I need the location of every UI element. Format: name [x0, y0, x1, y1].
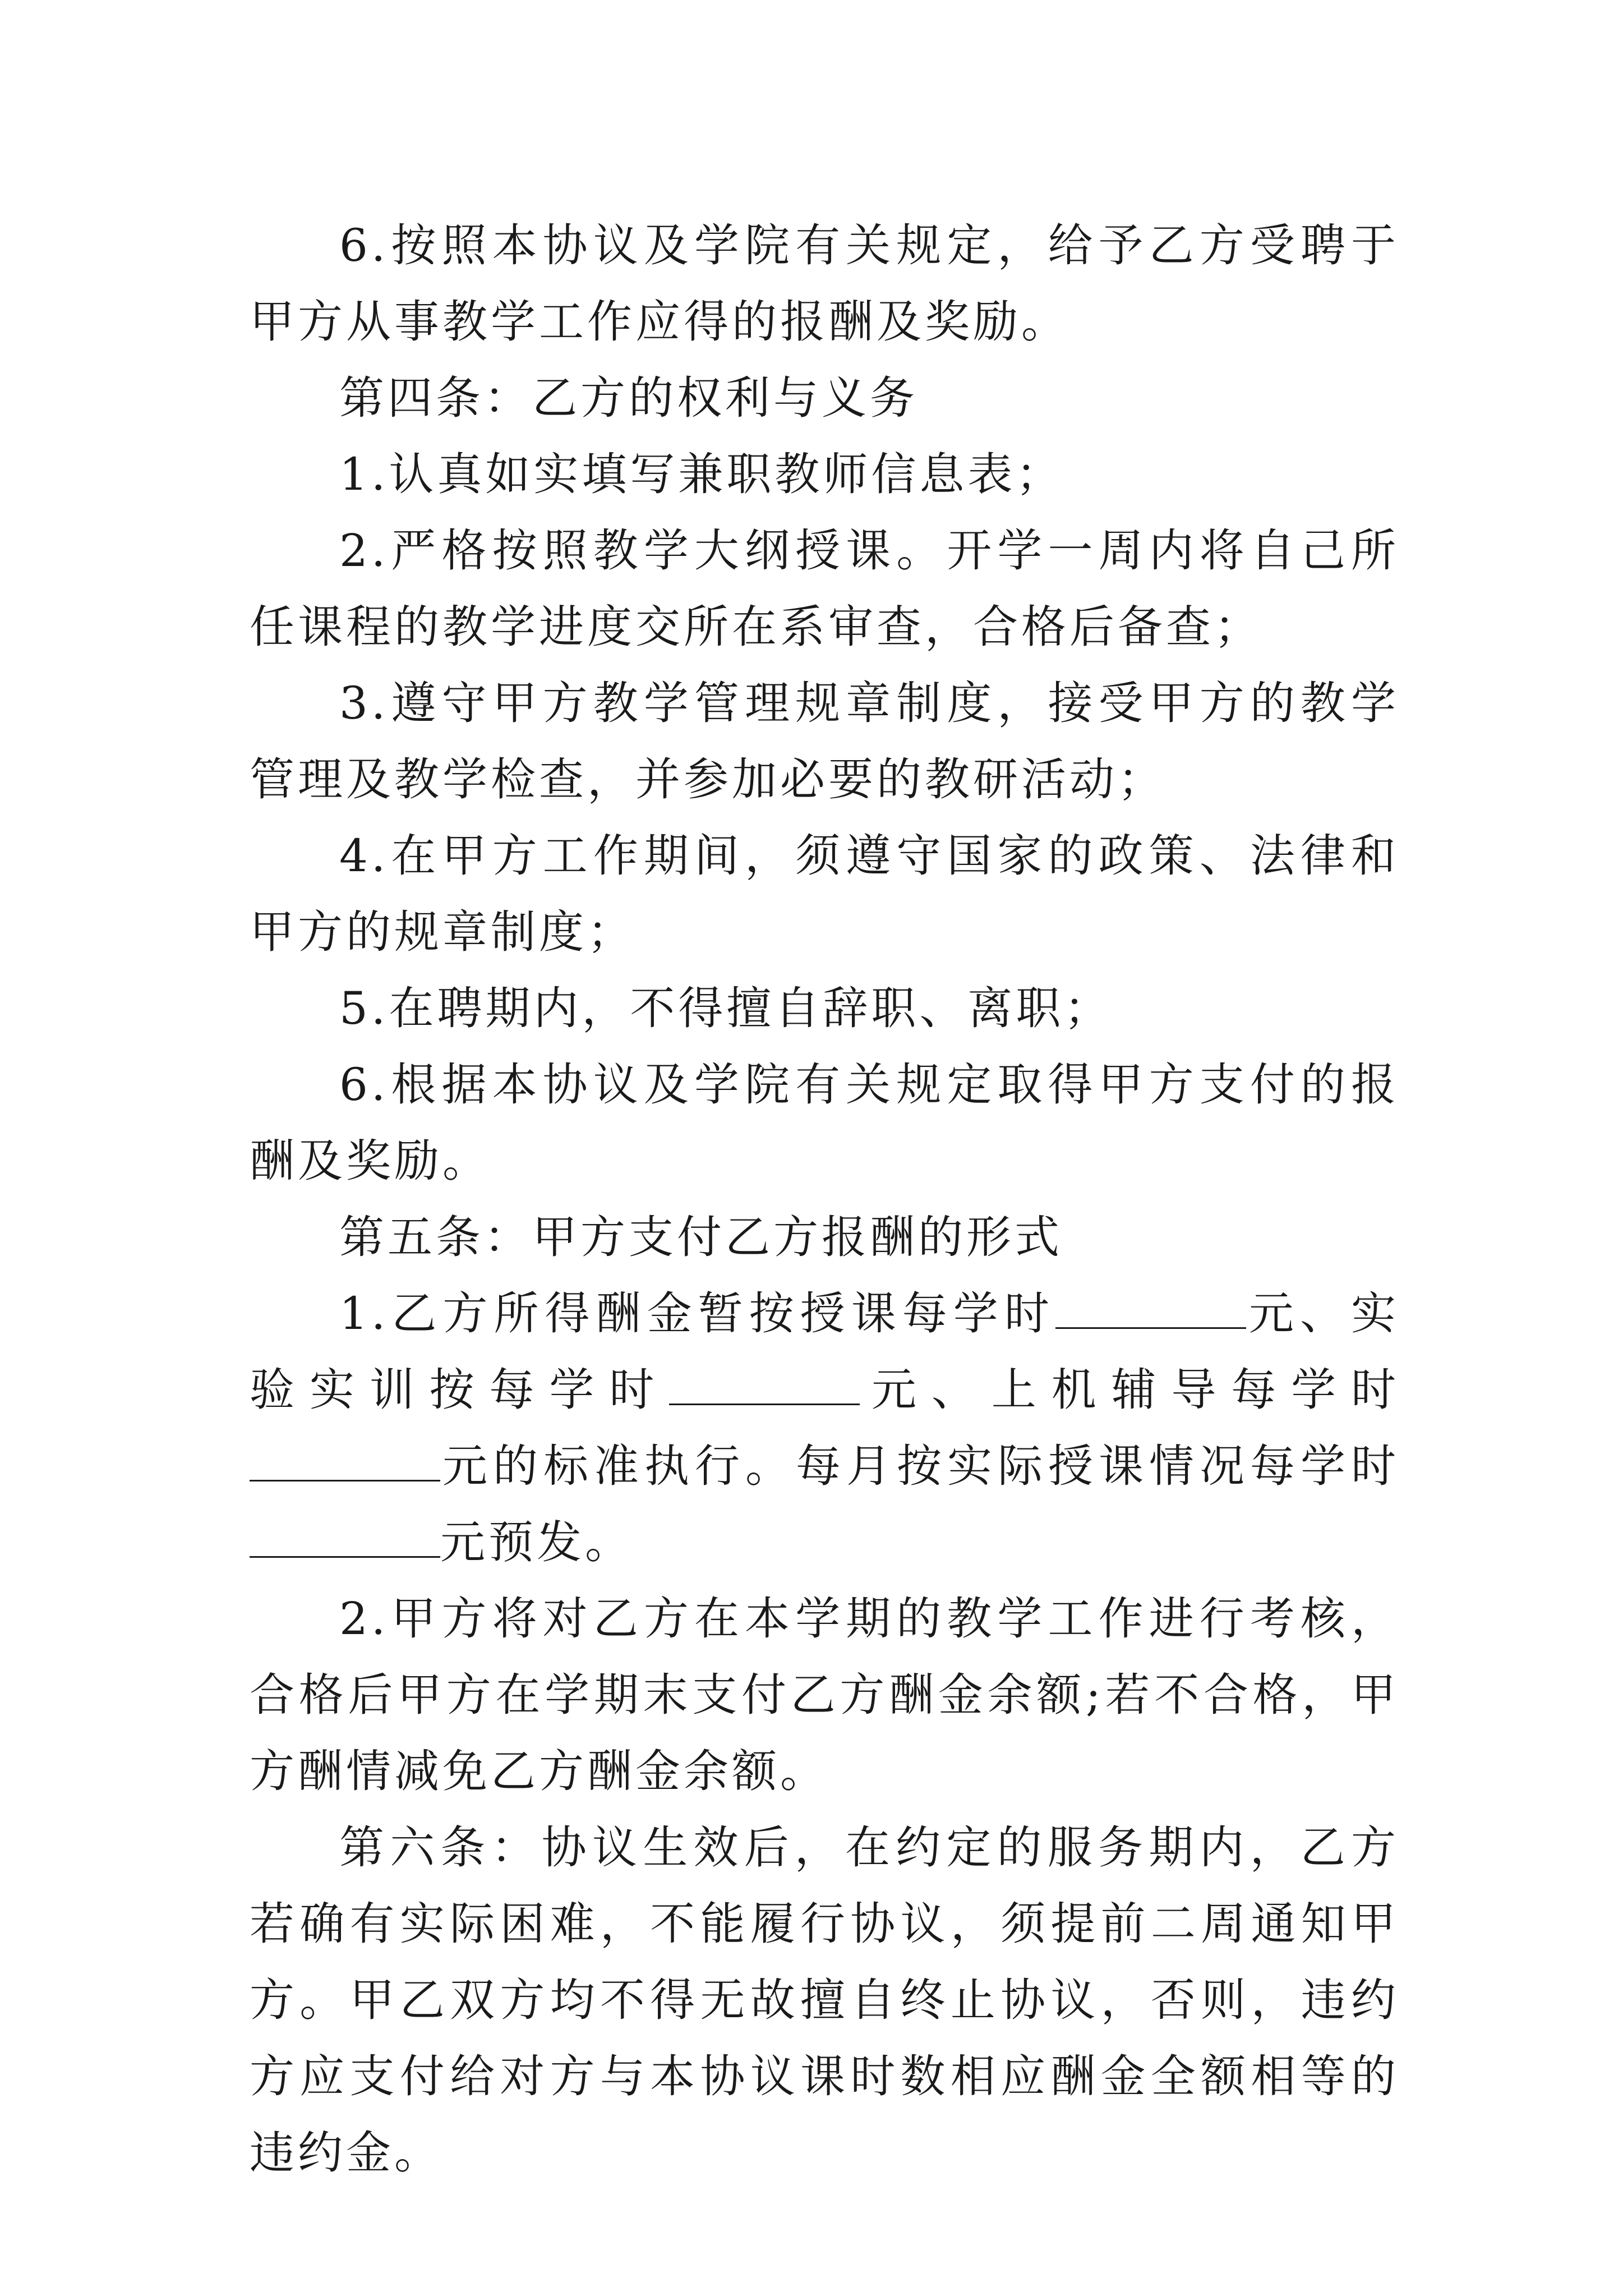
clause-4-item-4: 4.在甲方工作期间，须遵守国家的政策、法律和甲方的规章制度； [250, 830, 1399, 958]
clause-4-item-2: 2.严格按照教学大纲授课。开学一周内将自己所任课程的教学进度交所在系审查，合格后备查； [250, 524, 1399, 653]
payment-text-5: 元预发。 [440, 1516, 633, 1568]
blank-field-computer-rate[interactable] [250, 1441, 440, 1481]
payment-text-3: 元、上机辅导每学时 [860, 1364, 1399, 1416]
clause-4-item-3: 3.遵守甲方教学管理规章制度，接受甲方的教学管理及教学检查，并参加必要的教研活动； [250, 677, 1399, 806]
payment-text-1: 1.乙方所得酬金暂按授课每学时 [339, 1287, 1055, 1340]
article-5-heading: 第五条：甲方支付乙方报酬的形式 [339, 1211, 1063, 1263]
blank-field-monthly-advance[interactable] [250, 1517, 440, 1558]
blank-field-lecture-rate[interactable] [1055, 1288, 1246, 1329]
payment-text-4: 元的标准执行。每月按实际授课情况每学时 [440, 1440, 1399, 1492]
article-6: 第六条：协议生效后，在约定的服务期内，乙方若确有实际困难，不能履行协议，须提前二周通知甲方。甲乙双方均不得无故擅自终止协议，否则，违约方应支付给对方与本协议课时数相应酬金全额相等的违约金。 [250, 1821, 1399, 2179]
clause-3-item-6: 6.按照本协议及学院有关规定，给予乙方受聘于甲方从事教学工作应得的报酬及奖励。 [250, 219, 1399, 348]
document-body [250, 208, 1399, 2191]
article-4-heading: 第四条：乙方的权利与义务 [339, 372, 918, 424]
blank-field-lab-rate[interactable] [669, 1364, 860, 1405]
clause-5-item-2: 2.甲方将对乙方在本学期的教学工作进行考核，合格后甲方在学期末支付乙方酬金余额;若不合格，甲方酬情减免乙方酬金余额。 [250, 1593, 1399, 1797]
clause-5-item-1 [250, 1276, 1399, 1581]
payment-text-2: 元、实验实训按每学时 [250, 1287, 1400, 1416]
clause-4-item-1: 1.认真如实填写兼职教师信息表； [339, 448, 1064, 500]
clause-4-item-5: 5.在聘期内，不得擅自辞职、离职； [339, 982, 1113, 1034]
clause-4-item-6: 6.根据本协议及学院有关规定取得甲方支付的报酬及奖励。 [250, 1059, 1399, 1187]
